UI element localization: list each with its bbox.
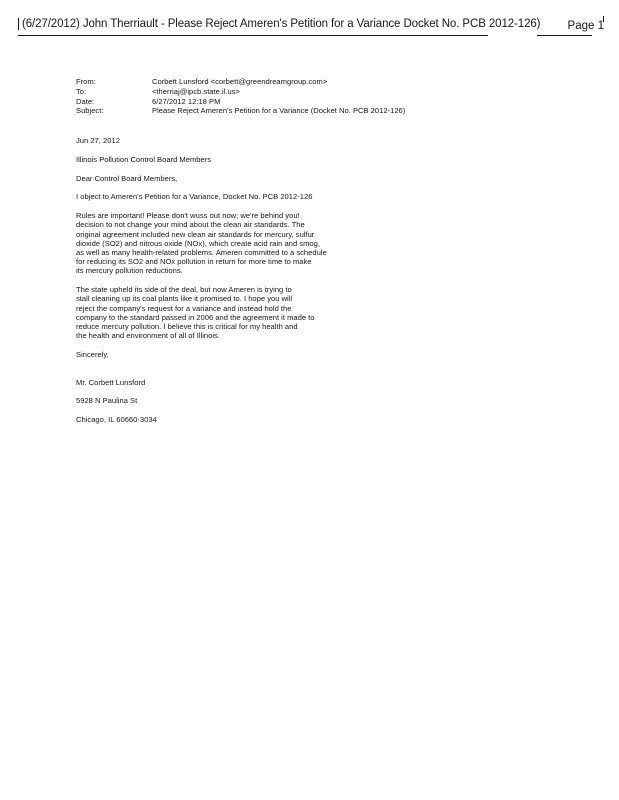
signature-street: 5928 N Paulina St	[76, 396, 138, 406]
date-value: 6/27/2012 12:18 PM	[152, 96, 221, 106]
letter-salutation: Dear Control Board Members,	[76, 173, 178, 183]
paragraph-1: Rules are important! Please don't wuss out now; we're behind you! decision to not change your mind about the clean air standards. The original agreement included new clean air standards for mercury, sulfur dioxide (SO2) and nitrous oxide (NOx), which create acid rain and smog, as well as many health-related problems. Ameren committed to a schedule for reducing its SO2 and NOx pollution in return for more time to make its mercury pollution reductions.	[76, 211, 327, 276]
to-label: To:	[76, 86, 87, 96]
paragraph-2: The state upheld its side of the deal, but now Ameren is trying to stall cleaning up its coal plants like it promised to. I hope you will reject the company's request for a variance and instead hold the company to the standard passed in 2006 and the agreement it made to reduce mercury pollution. I believe this is critical for my health and the health and environment of all of Illinois.	[76, 285, 315, 341]
signature-name: Mr. Corbett Lunsford	[76, 378, 146, 388]
subject-row	[76, 106, 405, 116]
letter-date: Jun 27, 2012	[76, 136, 120, 145]
page-corner-mark	[603, 16, 604, 22]
document-title: (6/27/2012) John Therriault - Please Reject Ameren's Petition for a Variance Docket No. PCB 2012-126)	[18, 18, 540, 30]
date-row	[76, 97, 405, 107]
from-value: Corbett Lunsford <corbett@greendreamgroup.com>	[152, 77, 328, 86]
to-value: <therriaj@ipcb.state.il.us>	[152, 86, 240, 96]
signature-city: Chicago, IL 60660-3034	[76, 414, 157, 424]
from-row	[76, 77, 405, 87]
page-number: Page 1	[567, 20, 604, 32]
page-header	[18, 18, 604, 38]
to-row	[76, 87, 405, 97]
subject-value: Please Reject Ameren's Petition for a Variance (Docket No. PCB 2012-126)	[152, 106, 406, 116]
letter-body	[76, 136, 376, 424]
subject-label: Subject:	[76, 106, 104, 116]
letter-recipient: Illinois Pollution Control Board Members	[76, 154, 212, 164]
from-label: From:	[76, 77, 96, 86]
signature-block	[76, 369, 376, 424]
page-number-underline	[537, 35, 592, 36]
letter-closing: Sincerely,	[76, 350, 109, 360]
email-metadata	[76, 77, 405, 116]
objection-line: I object to Ameren's Petition for a Variance, Docket No. PCB 2012-126	[76, 192, 313, 202]
date-label: Date:	[76, 96, 95, 106]
header-underline	[18, 35, 488, 36]
